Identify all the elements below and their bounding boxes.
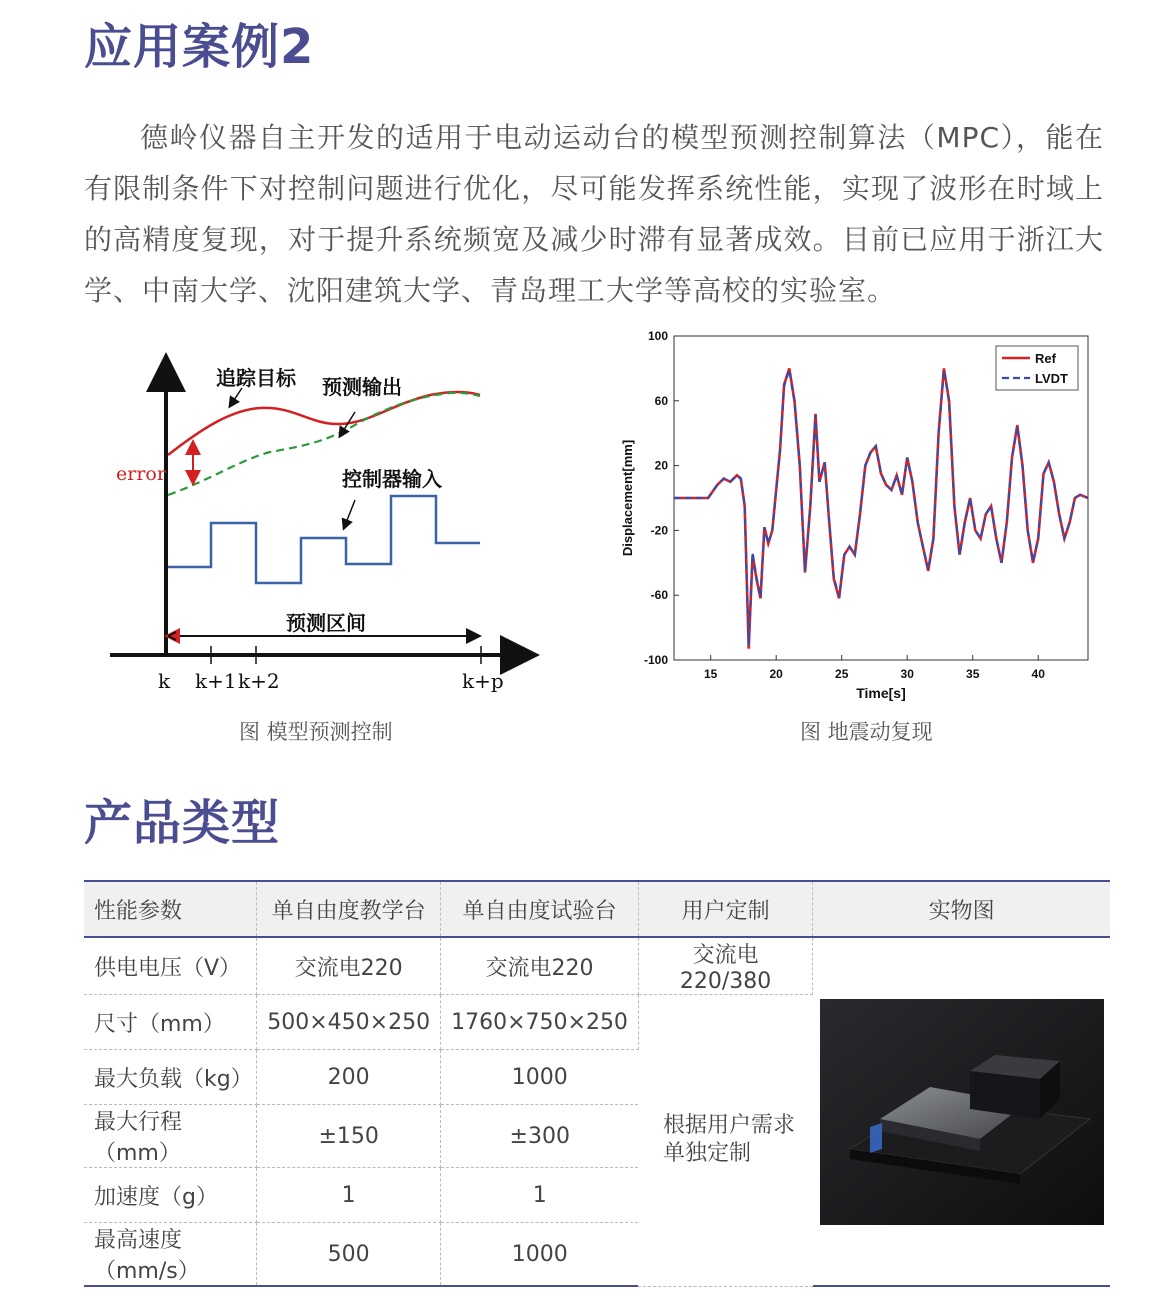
teach-cell: 交流电220 xyxy=(257,937,441,995)
header-photo: 实物图 xyxy=(813,881,1110,937)
x-tick-label: 20 xyxy=(769,667,783,681)
legend xyxy=(996,346,1078,390)
label-error: error xyxy=(116,463,166,485)
x-tick-label: 40 xyxy=(1031,667,1045,681)
header-teaching-stage: 单自由度教学台 xyxy=(257,881,441,937)
section-title-application: 应用案例2 xyxy=(84,19,315,75)
intro-paragraph xyxy=(84,112,1104,316)
teach-cell: 500 xyxy=(257,1223,441,1287)
test-cell: 1760×750×250 xyxy=(441,995,639,1050)
label-controller-input: 控制器输入 xyxy=(342,467,442,491)
pointer-input xyxy=(344,500,355,528)
y-tick-label: 20 xyxy=(654,458,668,473)
pointer-track xyxy=(230,388,242,406)
tick-k2: k+2 xyxy=(238,669,280,693)
x-tick-label: 35 xyxy=(966,667,980,681)
test-cell: 交流电220 xyxy=(441,937,639,995)
caption-mpc: 图 模型预测控制 xyxy=(239,720,393,744)
x-axis-label: Time[s] xyxy=(856,685,906,701)
y-tick-label: -100 xyxy=(643,653,668,667)
header-custom: 用户定制 xyxy=(638,881,812,937)
param-cell: 最大负载（kg） xyxy=(84,1050,257,1105)
header-test-stage: 单自由度试验台 xyxy=(441,881,639,937)
teach-cell: 200 xyxy=(257,1050,441,1105)
x-tick-label: 15 xyxy=(704,667,718,681)
custom-cell: 交流电220/380 xyxy=(638,937,812,995)
label-prediction-horizon: 预测区间 xyxy=(286,611,366,635)
test-cell: 1000 xyxy=(441,1223,639,1287)
mpc-diagram xyxy=(100,340,550,700)
param-cell: 最高速度（mm/s） xyxy=(84,1223,257,1287)
teach-cell: ±150 xyxy=(257,1105,441,1168)
tick-kp: k+p xyxy=(462,669,504,693)
tick-k: k xyxy=(158,669,171,693)
caption-earthquake: 图 地震动复现 xyxy=(800,720,933,744)
y-tick-label: 100 xyxy=(647,329,668,343)
target-curve xyxy=(168,392,480,455)
param-cell: 尺寸（mm） xyxy=(84,995,257,1050)
product-photo xyxy=(820,999,1104,1225)
product-spec-table xyxy=(84,880,1110,1287)
y-tick-label: -60 xyxy=(650,588,668,603)
control-input-steps xyxy=(168,496,480,583)
teach-cell: 500×450×250 xyxy=(257,995,441,1050)
table-header-row xyxy=(84,881,1110,937)
teach-cell: 1 xyxy=(257,1168,441,1223)
test-cell: 1 xyxy=(441,1168,639,1223)
test-cell: ±300 xyxy=(441,1105,639,1168)
param-cell: 最大行程（mm） xyxy=(84,1105,257,1168)
section-title-products: 产品类型 xyxy=(84,795,281,851)
intro-text: 德岭仪器自主开发的适用于电动运动台的模型预测控制算法（MPC），能在有限制条件下对控制问题进行优化，尽可能发挥系统性能，实现了波形在时域上的高精度复现，对于提升系统频宽及减少时滞有显著成效。目前已应用于浙江大学、中南大学、沈阳建筑大学、青岛理工大学等高校的实验室。 xyxy=(84,121,1104,307)
tick-k1: k+1 xyxy=(195,669,237,693)
product-photo-cell xyxy=(813,937,1110,1286)
earthquake-chart xyxy=(612,326,1102,706)
header-param: 性能参数 xyxy=(84,881,257,937)
x-tick-label: 30 xyxy=(900,667,914,681)
label-track-target: 追踪目标 xyxy=(216,366,296,390)
y-axis-label: Displacement[mm] xyxy=(620,439,635,557)
x-tick-label: 25 xyxy=(835,667,849,681)
param-cell: 供电电压（V） xyxy=(84,937,257,995)
y-tick-label: 60 xyxy=(654,393,668,408)
test-cell: 1000 xyxy=(441,1050,639,1105)
custom-note-line2: 单独定制 xyxy=(662,1141,751,1167)
legend-lvdt: LVDT xyxy=(1035,371,1068,386)
custom-note-line1: 根据用户需求 xyxy=(662,1113,795,1139)
label-predict-output: 预测输出 xyxy=(322,375,402,399)
custom-note-cell xyxy=(638,995,812,1287)
y-tick-label: -20 xyxy=(650,523,668,538)
legend-ref: Ref xyxy=(1035,351,1056,366)
table-row xyxy=(84,937,1110,995)
param-cell: 加速度（g） xyxy=(84,1168,257,1223)
